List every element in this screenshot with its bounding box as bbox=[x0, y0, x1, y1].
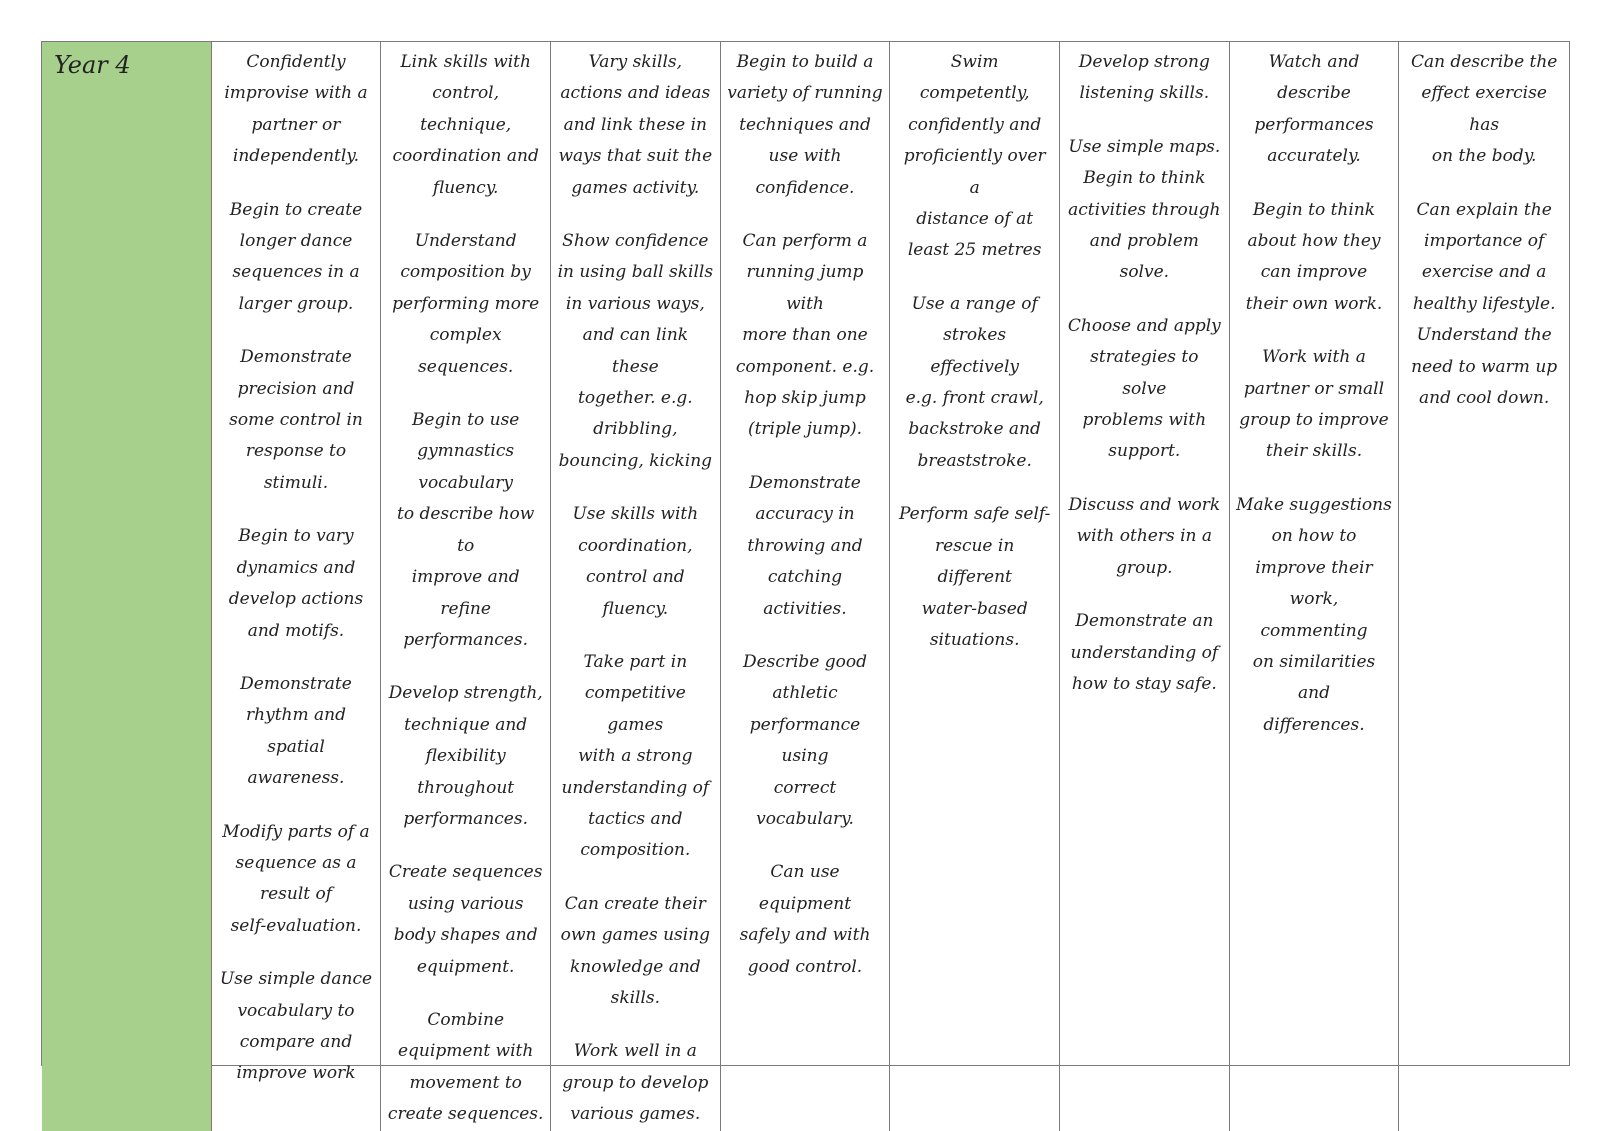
column-swimming bbox=[890, 42, 1060, 1131]
skill-statement: Make suggestions on how to improve their work, commenting on similarities and differences. bbox=[1236, 494, 1392, 735]
year-label: Year 4 bbox=[54, 51, 131, 79]
skill-statement: Vary skills, actions and ideas and link these in ways that suit the games activity. bbox=[558, 52, 713, 198]
column-dance bbox=[212, 42, 382, 1131]
skill-statement: Begin to create longer dance sequences in a larger group. bbox=[229, 199, 363, 314]
skill-statement: Discuss and work with others in a group. bbox=[1068, 494, 1221, 578]
column-healthy-lifestyle bbox=[1399, 42, 1569, 1131]
skill-statement: Perform safe self- rescue in different water-based situations. bbox=[899, 504, 1051, 650]
skill-statement: Describe good athletic performance using correct vocabulary. bbox=[742, 651, 868, 829]
skill-statement: Use simple maps. Begin to think activities through and problem solve. bbox=[1068, 136, 1221, 283]
skill-statement: Use simple dance vocabulary to compare and improve work bbox=[219, 969, 373, 1084]
skill-statement: Demonstrate rhythm and spatial awareness. bbox=[240, 673, 352, 789]
column-athletics bbox=[721, 42, 891, 1131]
skill-statement: Develop strong listening skills. bbox=[1078, 52, 1210, 104]
year-cell bbox=[42, 42, 212, 1131]
skill-statement: Create sequences using various body shapes and equipment. bbox=[388, 862, 543, 977]
skill-statement: Begin to build a variety of running techniques and use with confidence. bbox=[727, 52, 883, 198]
column-gymnastics bbox=[381, 42, 551, 1131]
skill-statement: Work well in a group to develop various games. bbox=[562, 1041, 709, 1125]
skill-statement: Demonstrate an understanding of how to stay safe. bbox=[1070, 611, 1219, 694]
skill-statement: Swim competently, confidently and proficiently over a distance of at least 25 metres bbox=[903, 52, 1046, 261]
skill-statement: Develop strength, technique and flexibility throughout performances. bbox=[388, 683, 543, 829]
skill-statement: Begin to use gymnastics vocabulary to describe how to improve and refine performances. bbox=[397, 410, 535, 650]
progression-table bbox=[41, 41, 1570, 1125]
skill-statement: Take part in competitive games with a strong understanding of tactics and composition. bbox=[561, 651, 710, 861]
column-evaluate-improve bbox=[1230, 42, 1400, 1131]
skill-statement: Watch and describe performances accurately. bbox=[1254, 52, 1374, 167]
skill-statement: Can describe the effect exercise has on the body. bbox=[1410, 52, 1558, 167]
skill-statement: Confidently improvise with a partner or independently. bbox=[224, 52, 368, 167]
skill-statement: Begin to think about how they can improve their own work. bbox=[1245, 199, 1383, 314]
skill-statement: Begin to vary dynamics and develop actions and motifs. bbox=[228, 526, 364, 641]
skill-statement: Use skills with coordination, control and fluency. bbox=[572, 504, 699, 619]
skill-statement: Link skills with control, technique, coordination and fluency. bbox=[392, 52, 539, 198]
skill-statement: Combine equipment with movement to create sequences. bbox=[387, 1009, 544, 1125]
skill-statement: Use a range of strokes effectively e.g. front crawl, backstroke and breaststroke. bbox=[905, 293, 1044, 471]
skill-statement: Show confidence in using ball skills in various ways, and can link these together. e.g. dribbling, bouncing, kicking bbox=[557, 231, 714, 471]
skill-statement: Demonstrate accuracy in throwing and catching activities. bbox=[747, 472, 863, 619]
skill-statement: Understand composition by performing more complex sequences. bbox=[392, 231, 540, 377]
skill-statement: Can perform a running jump with more than one component. e.g. hop skip jump (triple jump). bbox=[735, 231, 875, 440]
skill-statement: Work with a partner or small group to improve their skills. bbox=[1239, 347, 1389, 462]
skill-statement: Can use equipment safely and with good control. bbox=[739, 862, 871, 977]
column-outdoor-adventurous bbox=[1060, 42, 1230, 1131]
skill-statement: Can create their own games using knowledge and skills. bbox=[560, 893, 711, 1008]
skill-statement: Demonstrate precision and some control in response to stimuli. bbox=[229, 347, 363, 493]
column-games bbox=[551, 42, 721, 1131]
skill-statement: Can explain the importance of exercise and a healthy lifestyle. Understand the need to warm up and cool down. bbox=[1411, 199, 1558, 409]
skill-statement: Modify parts of a sequence as a result of self-evaluation. bbox=[222, 821, 370, 936]
skill-statement: Choose and apply strategies to solve problems with support. bbox=[1067, 315, 1221, 462]
